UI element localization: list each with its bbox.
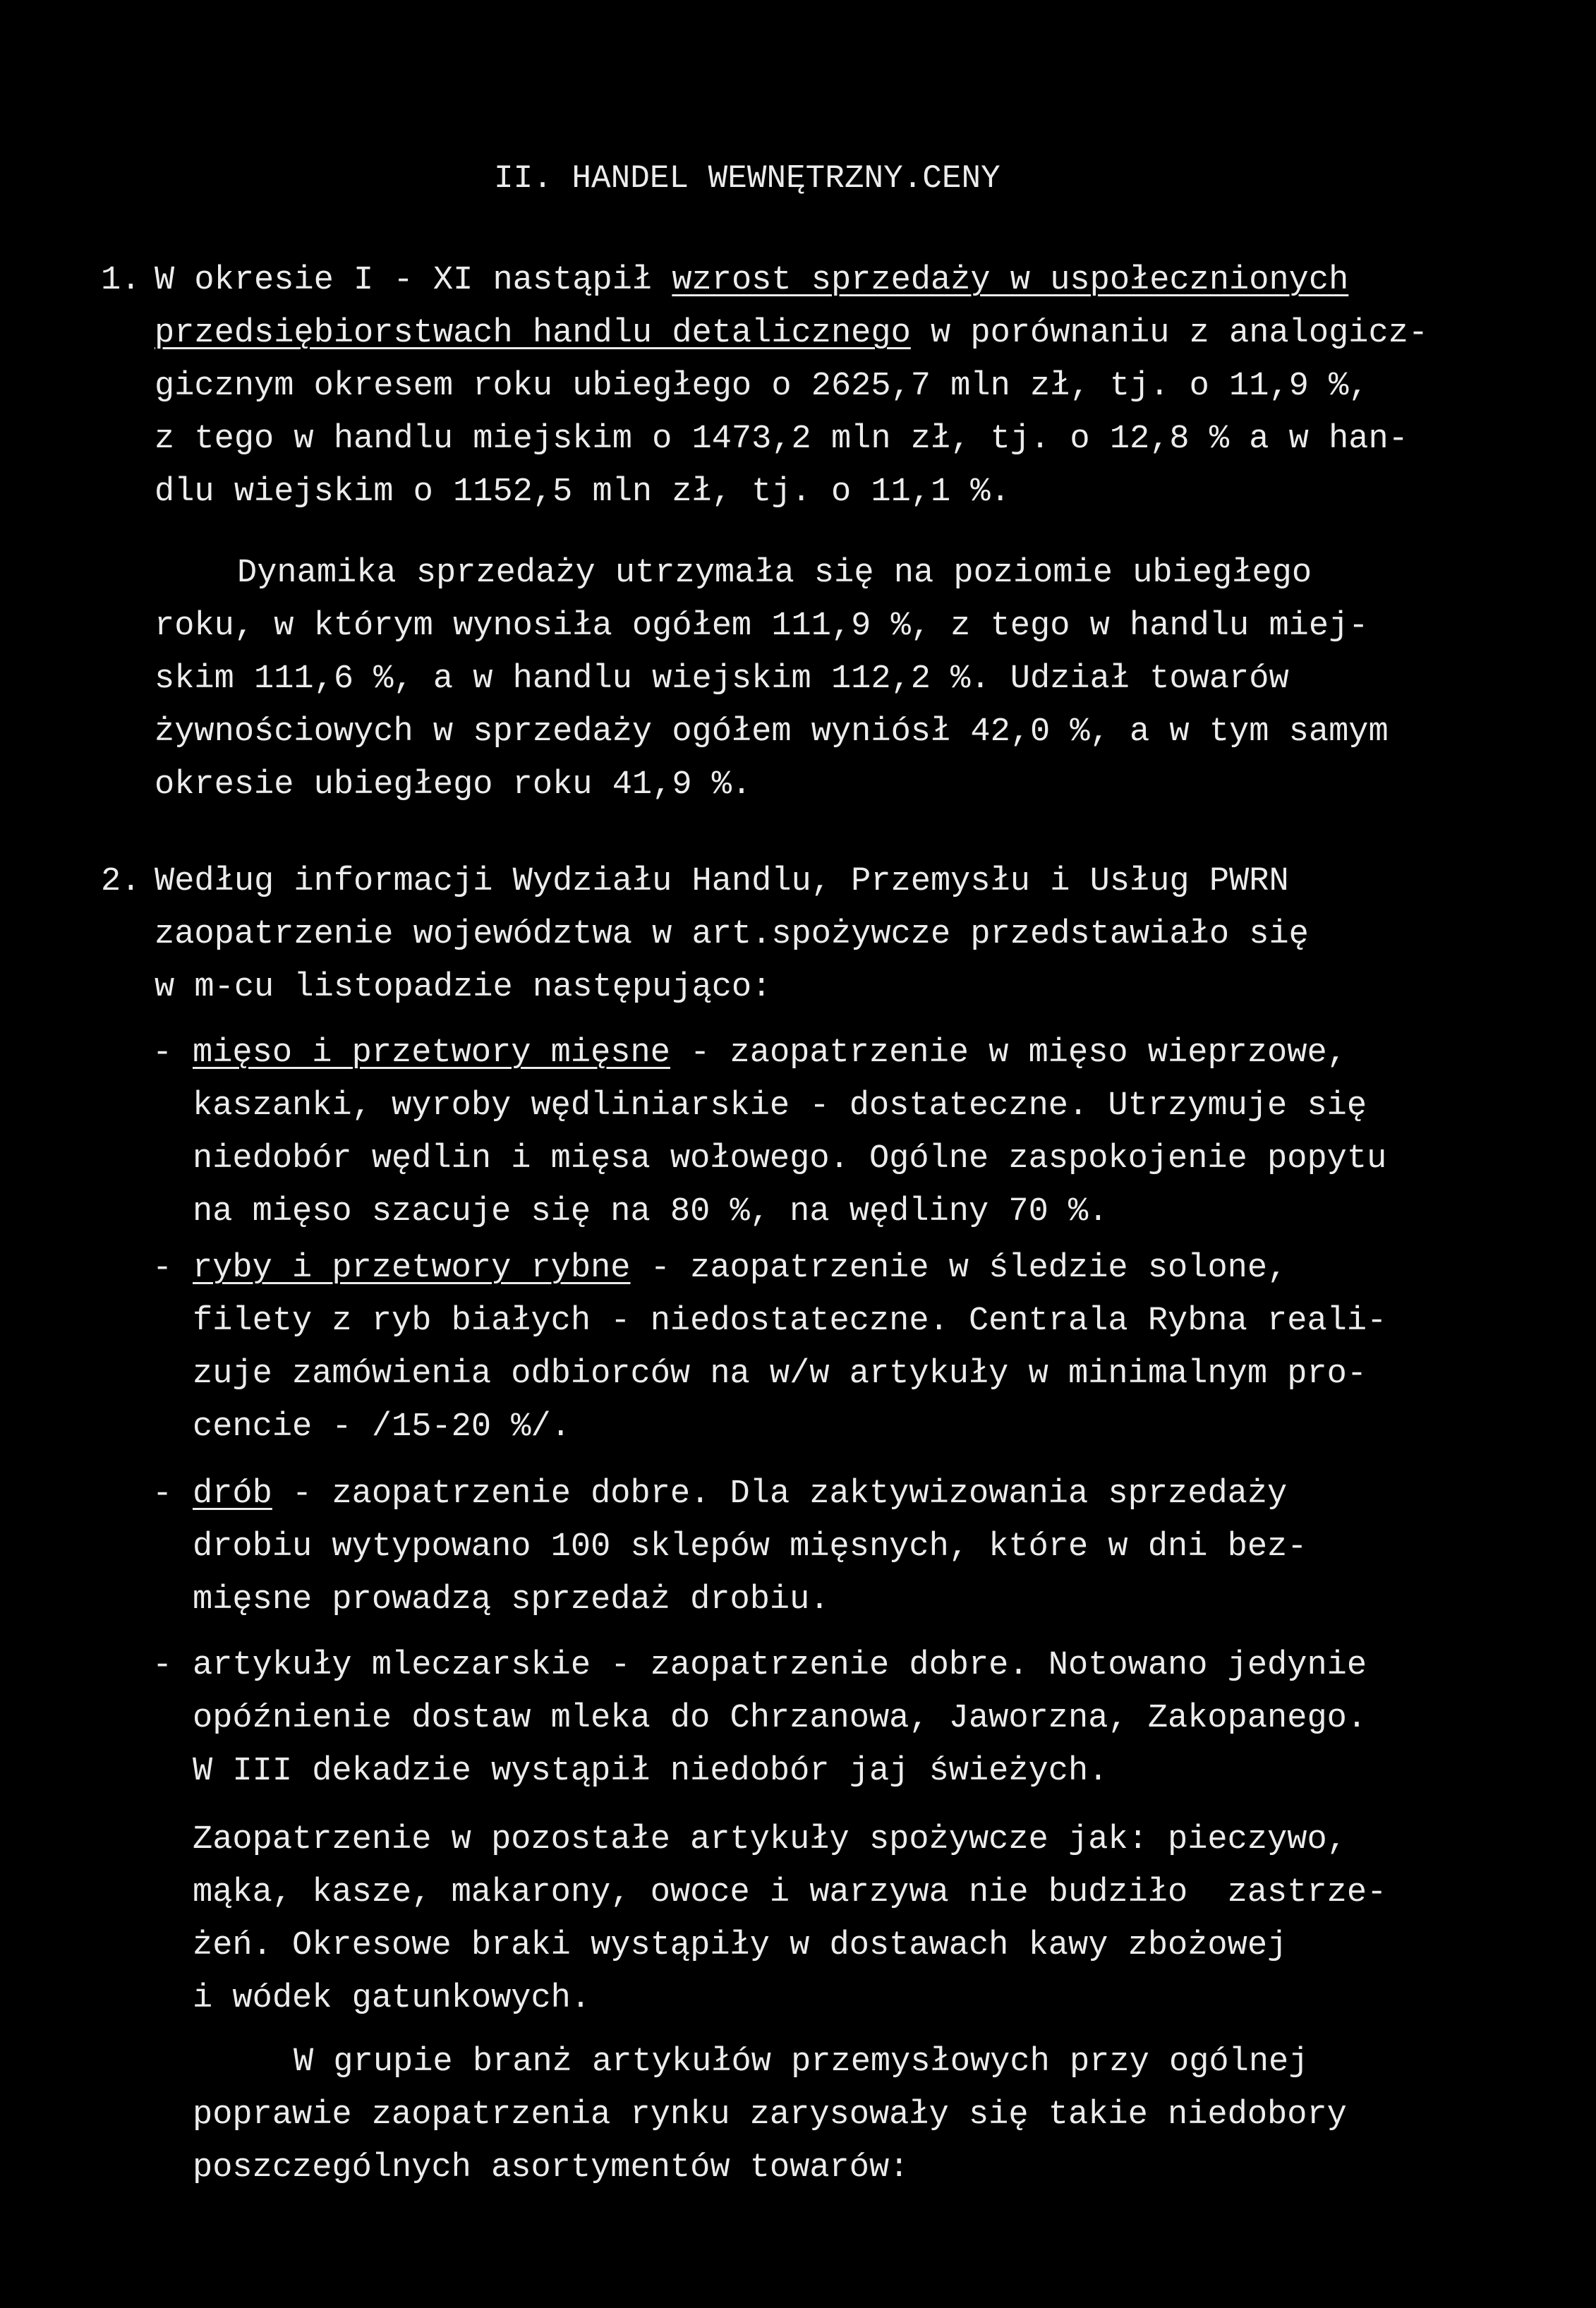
meat-item-line-4: na mięso szacuje się na 80 %, na wędliny 70 %. (193, 1193, 1108, 1231)
dynamics-paragraph-line-1: Dynamika sprzedaży utrzymała się na poziomie ubiegłego (237, 555, 1312, 592)
list-bullet-dash: - (152, 1647, 173, 1684)
list-bullet-dash: - (152, 1475, 173, 1513)
fish-item-line-2: filety z ryb białych - niedostateczne. Centrala Rybna reali- (193, 1303, 1387, 1340)
meat-item-line-1 (193, 1034, 1347, 1073)
dynamics-paragraph-line-2: roku, w którym wynosiła ogółem 111,9 %, z tego w handlu miej- (155, 608, 1369, 645)
dairy-item-line-1: artykuły mleczarskie - zaopatrzenie dobre. Notowano jedynie (193, 1647, 1367, 1684)
other-foods-line-2: mąka, kasze, makarony, owoce i warzywa nie budziło zastrze- (193, 1874, 1387, 1911)
meat-item-line-2: kaszanki, wyroby wędliniarskie - dostateczne. Utrzymuje się (193, 1087, 1367, 1125)
industrial-goods-line-3: poszczególnych asortymentów towarów: (193, 2149, 909, 2187)
section-2-intro-line-2: zaopatrzenie województwa w art.spożywcze przedstawiało się (155, 916, 1309, 953)
underlined-phrase-sales-growth: wzrost sprzedaży w uspołecznionych (672, 262, 1349, 299)
other-foods-line-1: Zaopatrzenie w pozostałe artykuły spożywcze jak: pieczywo, (193, 1821, 1347, 1859)
fish-item-line-1 (193, 1249, 1287, 1288)
fish-item-label: ryby i przetwory rybne (193, 1250, 631, 1287)
section-1-line-4: z tego w handlu miejskim o 1473,2 mln zł, tj. o 12,8 % a w han- (155, 421, 1408, 458)
section-1-line-3: gicznym okresem roku ubiegłego o 2625,7 mln zł, tj. o 11,9 %, (155, 368, 1369, 405)
meat-item-label: mięso i przetwory mięsne (193, 1034, 670, 1072)
fish-item-line-3: zuje zamówienia odbiorców na w/w artykuły w minimalnym pro- (193, 1355, 1367, 1393)
section-1-line-2 (155, 314, 1428, 354)
section-2-number: 2. (101, 863, 141, 900)
poultry-item-line-3: mięsne prowadzą sprzedaż drobiu. (193, 1581, 830, 1619)
industrial-goods-line-1: W grupie branż artykułów przemysłowych przy ogólnej (294, 2043, 1309, 2081)
other-foods-line-3: żeń. Okresowe braki wystąpiły w dostawach kawy zbożowej (193, 1927, 1288, 1964)
poultry-item-line-2: drobiu wytypowano 100 sklepów mięsnych, które w dni bez- (193, 1528, 1307, 1566)
dynamics-paragraph-line-4: żywnościowych w sprzedaży ogółem wyniósł 42,0 %, a w tym samym (155, 713, 1389, 751)
section-1-number: 1. (101, 262, 141, 299)
section-1-line-1 (155, 261, 1348, 301)
fish-item-text: - zaopatrzenie w śledzie solone, (630, 1250, 1288, 1287)
meat-item-line-3: niedobór wędlin i mięsa wołowego. Ogólne zaspokojenie popytu (193, 1140, 1387, 1178)
section-1-line-1-text: W okresie I - XI nastąpił (155, 262, 672, 299)
poultry-item-text: - zaopatrzenie dobre. Dla zaktywizowania sprzedaży (272, 1475, 1288, 1513)
underlined-phrase-retail-enterprises: przedsiębiorstwach handlu detalicznego (155, 315, 911, 352)
meat-item-text: - zaopatrzenie w mięso wieprzowe, (670, 1034, 1347, 1072)
dairy-item-line-3: W III dekadzie wystąpił niedobór jaj świeżych. (193, 1753, 1108, 1790)
dairy-item-line-2: opóźnienie dostaw mleka do Chrzanowa, Jaworzna, Zakopanego. (193, 1700, 1367, 1737)
fish-item-line-4: cencie - /15-20 %/. (193, 1408, 571, 1446)
list-bullet-dash: - (152, 1034, 173, 1072)
dynamics-paragraph-line-3: skim 111,6 %, a w handlu wiejskim 112,2 %. Udział towarów (155, 660, 1289, 698)
poultry-item-label: drób (193, 1475, 272, 1513)
other-foods-line-4: i wódek gatunkowych. (193, 1980, 591, 2017)
industrial-goods-line-2: poprawie zaopatrzenia rynku zarysowały się takie niedobory (193, 2096, 1347, 2134)
section-2-intro-line-3: w m-cu listopadzie następująco: (155, 969, 772, 1006)
poultry-item-line-1 (193, 1475, 1287, 1514)
section-1-line-5: dlu wiejskim o 1152,5 mln zł, tj. o 11,1 %. (155, 473, 1010, 511)
dynamics-paragraph-line-5: okresie ubiegłego roku 41,9 %. (155, 766, 752, 804)
page-title: II. HANDEL WEWNĘTRZNY.CENY (494, 160, 1000, 197)
list-bullet-dash: - (152, 1250, 173, 1287)
section-1-line-2-text: w porównaniu z analogicz- (910, 315, 1429, 352)
section-2-intro-line-1: Według informacji Wydziału Handlu, Przemysłu i Usług PWRN (155, 863, 1289, 900)
